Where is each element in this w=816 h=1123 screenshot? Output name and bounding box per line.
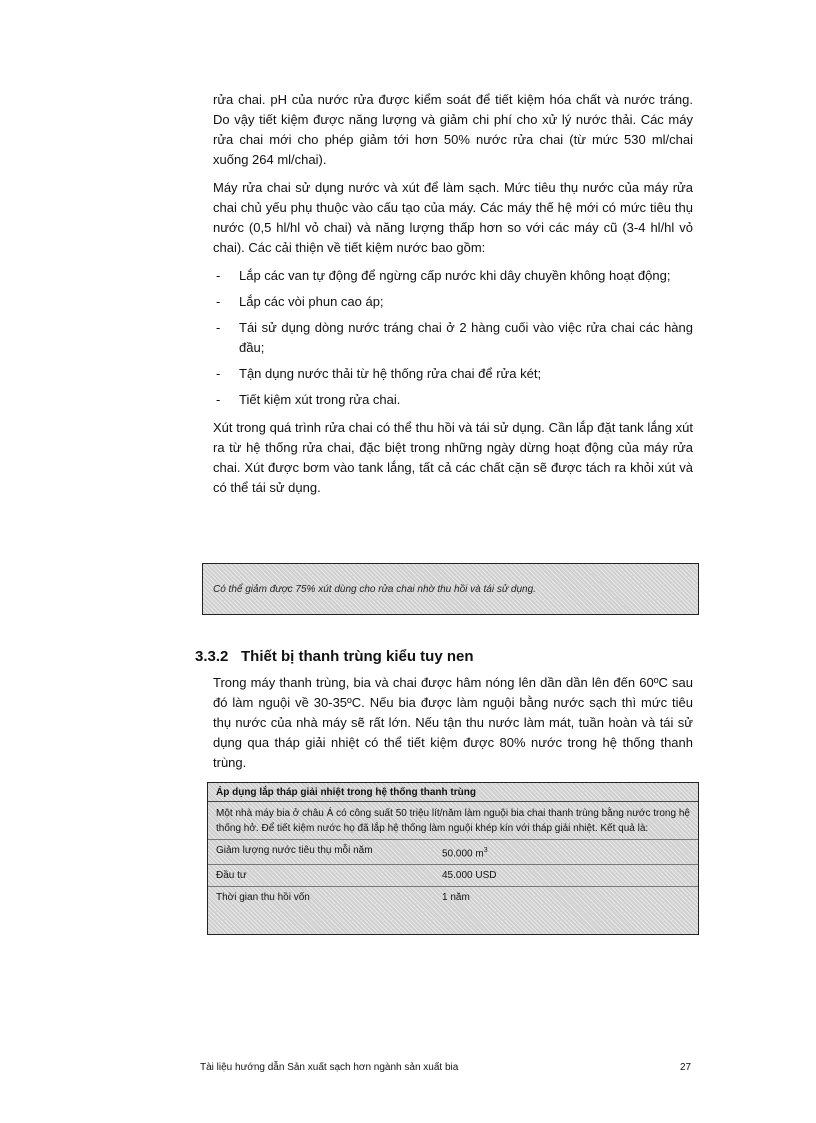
list-item: - Tiết kiệm xút trong rửa chai.	[213, 390, 693, 410]
unit-superscript: 3	[483, 847, 488, 854]
row-value: 1 năm	[442, 892, 470, 904]
paragraph-1: rửa chai. pH của nước rửa được kiểm soát để tiết kiệm hóa chất và nước tráng. Do vậy tiết kiệm được năng lượng và giảm chi phí cho xử lý nước thải. Các máy rửa chai mới cho phép giảm tới hơn 50% nước rửa chai (từ mức 530 ml/chai xuống 264 ml/chai).	[213, 92, 693, 167]
row-value: 45.000 USD	[442, 870, 497, 882]
table-row	[208, 864, 698, 886]
note-box	[202, 563, 699, 615]
section-number: 3.3.2	[195, 648, 229, 665]
table-row	[208, 886, 698, 908]
list-item: - Tận dụng nước thải từ hệ thống rửa chai để rửa két;	[213, 364, 693, 384]
list-item: - Tái sử dụng dòng nước tráng chai ở 2 hàng cuối vào việc rửa chai các hàng đầu;	[213, 318, 693, 358]
row-label: Thời gian thu hồi vốn	[216, 892, 310, 904]
row-label: Giảm lượng nước tiêu thụ mỗi năm	[216, 845, 373, 856]
row-label: Đầu tư	[216, 870, 247, 882]
case-study-box	[207, 782, 699, 935]
list-item: - Lắp các vòi phun cao áp;	[213, 292, 693, 312]
footer-title: Tài liệu hướng dẫn Sản xuất sạch hơn ngành sản xuất bia	[200, 1062, 459, 1073]
page-number: 27	[680, 1062, 692, 1073]
note-text: Có thể giảm được 75% xút dùng cho rửa chai nhờ thu hồi và tái sử dụng.	[213, 583, 536, 595]
row-value: 50.000 $m^3$	[442, 847, 488, 860]
section-paragraph: Trong máy thanh trùng, bia và chai được hâm nóng lên dần dần lên đến 60ºC sau đó làm nguội về 30-35ºC. Nếu bia được làm nguội bằng nước sạch thì mức tiêu thụ nước của nhà máy sẽ rất lớn. Nếu tận thu nước làm mát, tuần hoàn và tái sử dụng qua tháp giải nhiệt có thể tiết kiệm được 80% nước trong hệ thống thanh trùng.	[213, 675, 693, 770]
improvement-list	[213, 266, 693, 410]
paragraph-2: Máy rửa chai sử dụng nước và xút để làm sạch. Mức tiêu thụ nước của máy rửa chai chủ yếu phụ thuộc vào cấu tạo của máy. Các máy thế hệ mới có mức tiêu thụ nước (0,5 hl/hl vỏ chai) và năng lượng thấp hơn so với các máy cũ (3-4 hl/hl vỏ chai). Các cải thiện về tiết kiệm nước bao gồm:	[213, 180, 693, 255]
paragraph-3: Xút trong quá trình rửa chai có thể thu hồi và tái sử dụng. Cần lắp đặt tank lắng xút ra từ hệ thống rửa chai, đặc biệt trong những ngày dừng hoạt động của máy rửa chai. Xút được bơm vào tank lắng, tất cả các chất cặn sẽ được tách ra khỏi xút và có thể tái sử dụng.	[213, 420, 693, 495]
section-body	[213, 673, 693, 781]
case-study-description: Một nhà máy bia ở châu Á có công suất 50 triệu lít/năm làm nguội bia chai thanh trùng bằng nước trong hệ thống hở. Để tiết kiệm nước họ đã lắp hệ thống làm nguội khép kín với tháp giải nhiệt. Kết quả là:	[216, 808, 690, 834]
section-heading	[195, 648, 474, 665]
case-study-title: Áp dụng lắp tháp giải nhiệt trong hệ thống thanh trùng	[208, 783, 698, 802]
list-item: - Lắp các van tự động để ngừng cấp nước khi dây chuyền không hoạt động;	[213, 266, 693, 286]
table-row	[208, 839, 698, 864]
section-title: Thiết bị thanh trùng kiểu tuy nen	[241, 648, 474, 665]
body-text-top	[213, 90, 693, 506]
